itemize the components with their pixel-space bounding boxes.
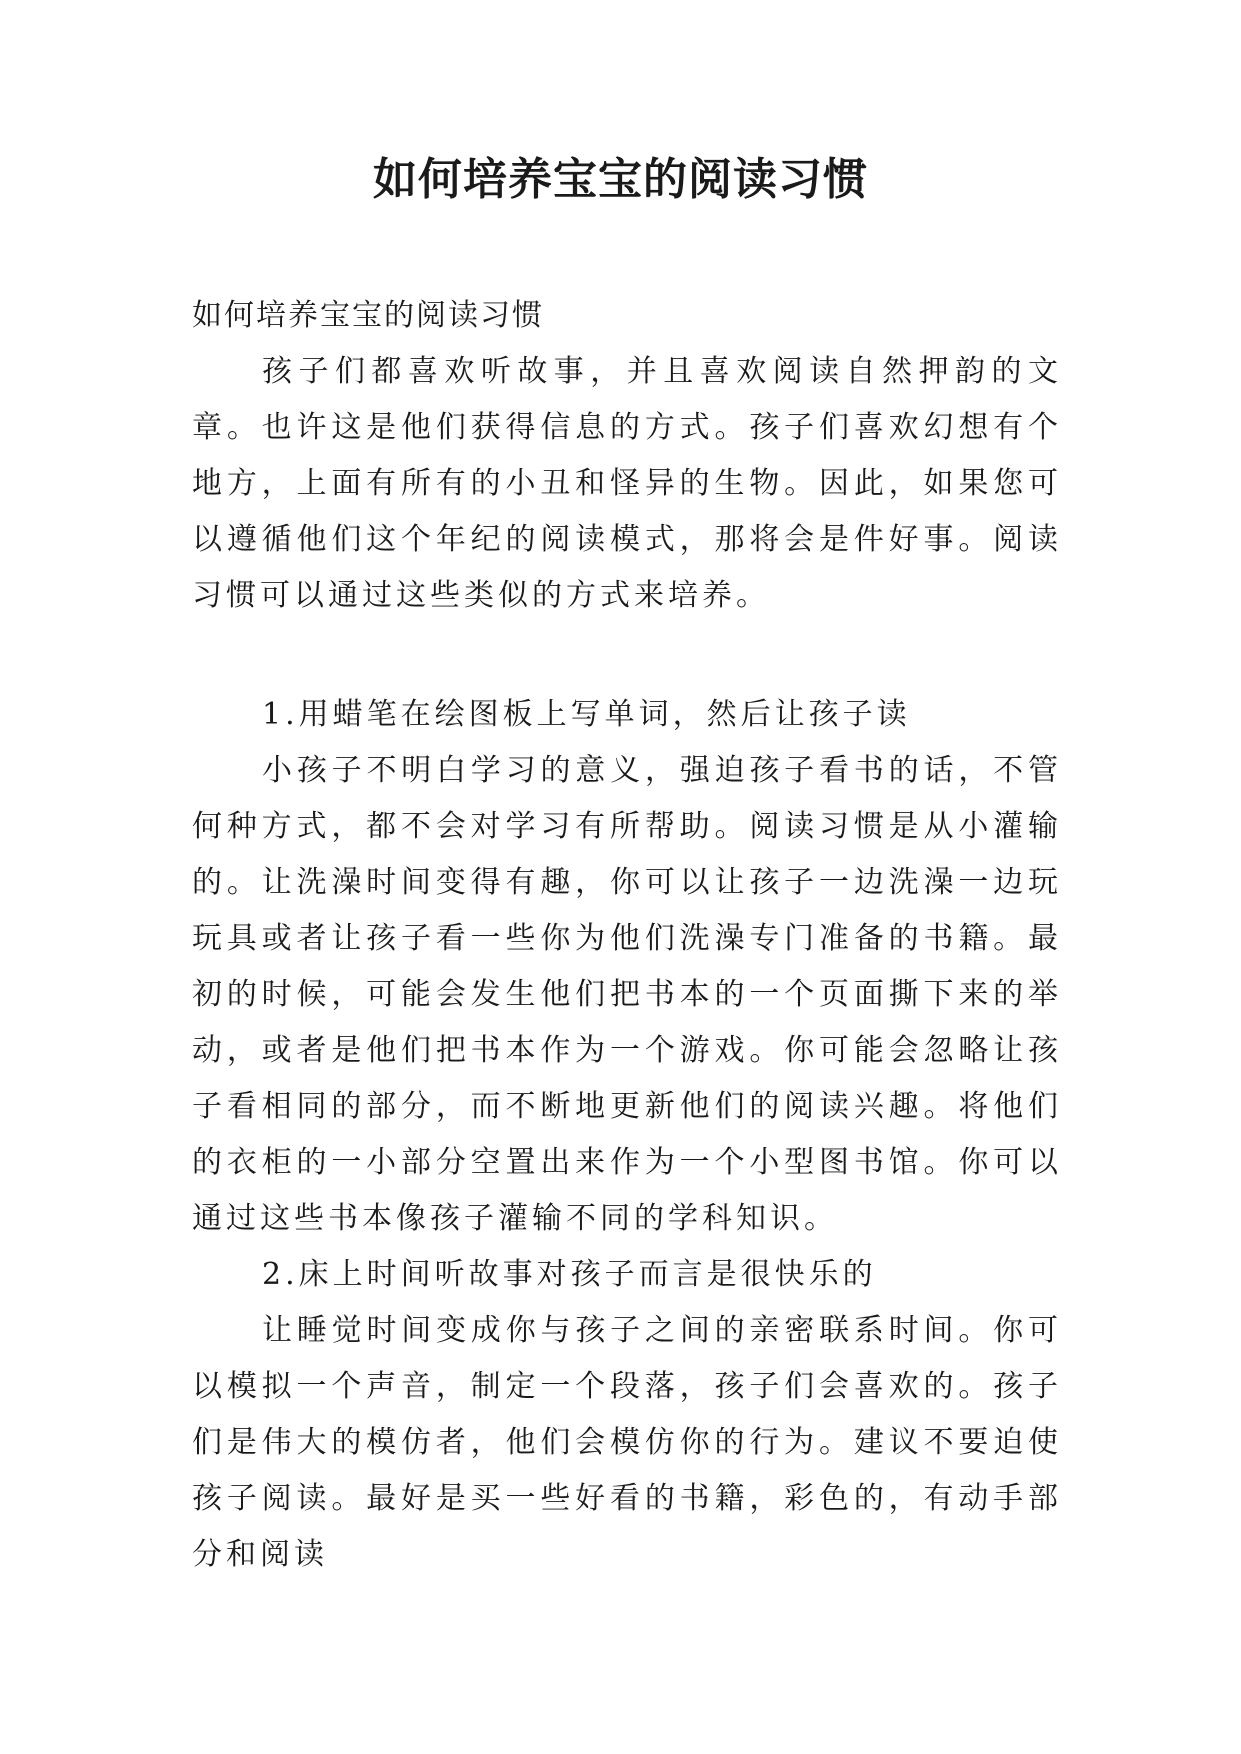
section-heading-1: 1.用蜡笔在绘图板上写单词，然后让孩子读	[262, 697, 911, 732]
paragraph-gap	[192, 624, 1062, 687]
document-subtitle: 如何培养宝宝的阅读习惯	[192, 298, 544, 333]
intro-paragraph: 孩子们都喜欢听故事，并且喜欢阅读自然押韵的文章。也许这是他们获得信息的方式。孩子们喜欢幻想有个地方，上面有所有的小丑和怪异的生物。因此，如果您可以遵循他们这个年纪的阅读模式，那将会是件好事。阅读习惯可以通过这些类似的方式来培养。	[192, 354, 1062, 613]
section-body-2: 让睡觉时间变成你与孩子之间的亲密联系时间。你可以模拟一个声音，制定一个段落，孩子们会喜欢的。孩子们是伟大的模仿者，他们会模仿你的行为。建议不要迫使孩子阅读。最好是买一些好看的书籍，彩色的，有动手部分和阅读	[192, 1313, 1062, 1572]
document-title: 如何培养宝宝的阅读习惯	[373, 154, 868, 205]
section-heading-2: 2.床上时间听故事对孩子而言是很快乐的	[262, 1257, 877, 1292]
document-body	[192, 288, 1062, 1583]
section-body-1: 小孩子不明白学习的意义，强迫孩子看书的话，不管何种方式，都不会对学习有所帮助。阅读习惯是从小灌输的。让洗澡时间变得有趣，你可以让孩子一边洗澡一边玩玩具或者让孩子看一些你为他们洗澡专门准备的书籍。最初的时候，可能会发生他们把书本的一个页面撕下来的举动，或者是他们把书本作为一个游戏。你可能会忽略让孩子看相同的部分，而不断地更新他们的阅读兴趣。将他们的衣柜的一小部分空置出来作为一个小型图书馆。你可以通过这些书本像孩子灌输不同的学科知识。	[192, 753, 1062, 1236]
